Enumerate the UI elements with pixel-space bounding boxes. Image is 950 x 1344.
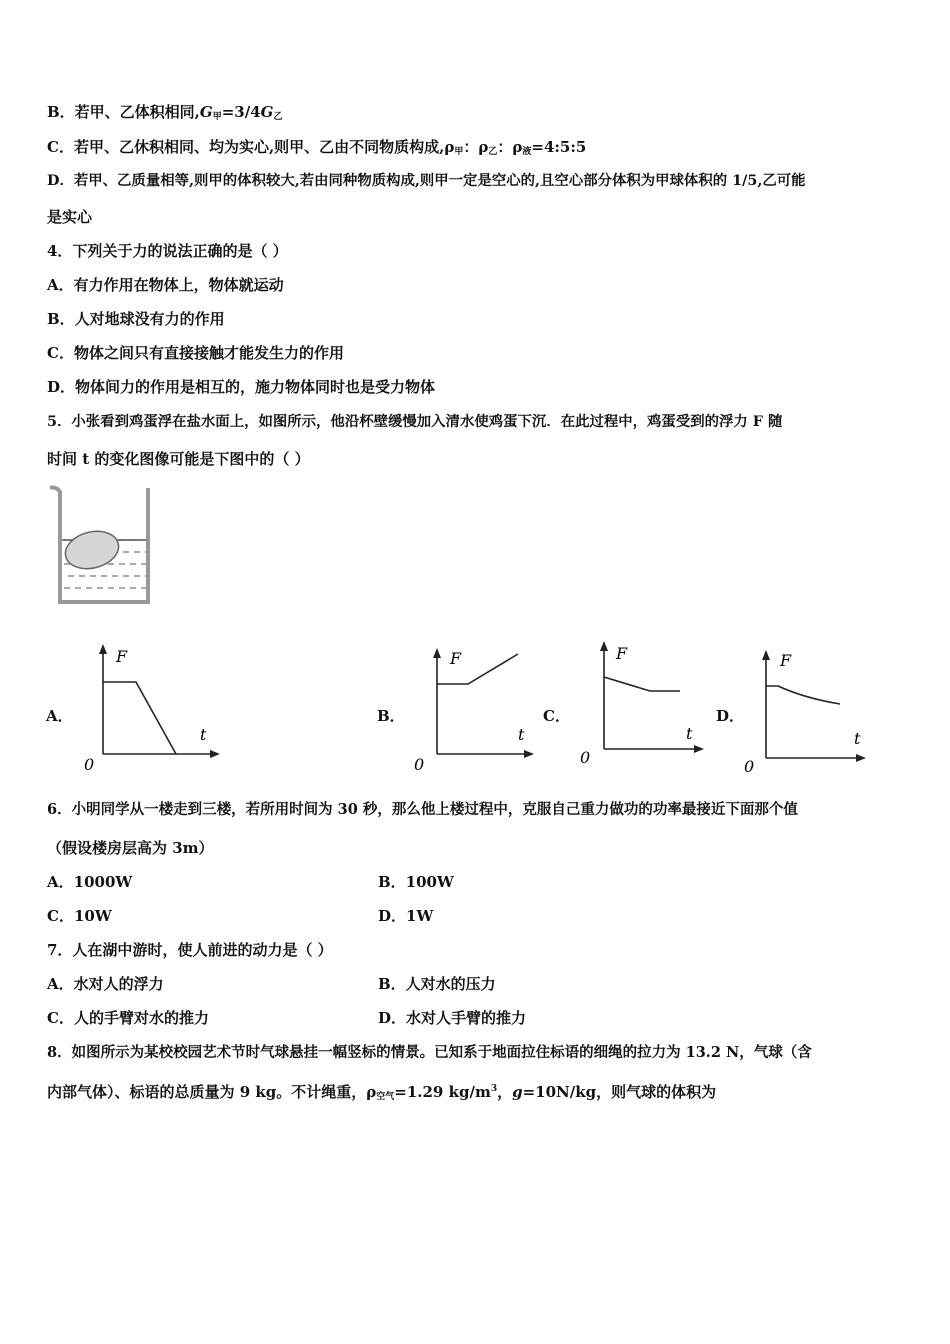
q8-stem-line1: 8．如图所示为某校校园艺术节时气球悬挂一幅竖标的情景。已知系于地面拉住标语的细绳的拉力为 13.2 N，气球（含 <box>47 1044 812 1061</box>
q4-stem: 4．下列关于力的说法正确的是（ ） <box>47 242 288 260</box>
graph-a-f-label: F <box>116 647 128 666</box>
graph-c-label: C． <box>543 707 570 725</box>
beaker-figure <box>46 484 156 609</box>
egg-shape <box>61 526 122 574</box>
q4-option-b: B．人对地球没有力的作用 <box>47 310 225 328</box>
q3-option-c: C．若甲、乙休积相同、均为实心,则甲、乙由不同物质构成$,\rho_甲$：$\rho_乙$：$\rho_液=4:5:5$ <box>47 138 587 157</box>
graph-b <box>410 640 540 775</box>
q6-option-d: D．1W <box>378 907 434 925</box>
q3-option-d-line2: 是实心 <box>47 208 93 226</box>
q6-stem-line2: （假设楼房层高为 3m） <box>47 839 214 857</box>
q5-stem-line1: 5．小张看到鸡蛋浮在盐水面上，如图所示，他沿杯壁缓慢加入清水使鸡蛋下沉．在此过程中，鸡蛋受到的浮力 F 随 <box>47 413 783 430</box>
q6-stem-line1: 6．小明同学从一楼走到三楼，若所用时间为 30 秒，那么他上楼过程中，克服自己重力做功的功率最接近下面那个值 <box>47 801 798 818</box>
graph-d-f-label: F <box>780 651 792 670</box>
graph-b-f-label: F <box>450 649 462 668</box>
q7-option-b: B．人对水的压力 <box>378 975 496 993</box>
q6-option-a: A．1000W <box>47 873 133 891</box>
q6-option-b: B．100W <box>378 873 454 891</box>
graph-b-t-label: t <box>518 725 525 744</box>
q5-stem-line2: 时间 t 的变化图像可能是下图中的（ ） <box>47 450 310 468</box>
graph-b-origin: 0 <box>414 755 425 774</box>
q3-option-d-line1: D．若甲、乙质量相等,则甲的体积较大,若由同种物质构成,则甲一定是空心的,且空心部分体积为甲球体积的 1/5,乙可能 <box>47 172 806 189</box>
q7-option-c: C．人的手臂对水的推力 <box>47 1009 209 1027</box>
graph-d <box>744 640 874 775</box>
q3-option-b: B．若甲、乙体积相同$,G_甲=3/4G_乙$ <box>47 103 283 122</box>
graph-a-t-label: t <box>200 725 207 744</box>
graph-d-t-label: t <box>854 729 861 748</box>
graph-c-t-label: t <box>686 724 693 743</box>
graph-c-f-label: F <box>616 644 628 663</box>
graph-c-origin: 0 <box>580 748 591 767</box>
q4-option-d: D．物体间力的作用是相互的，施力物体同时也是受力物体 <box>47 378 436 396</box>
graph-b-label: B． <box>377 707 405 725</box>
q7-option-d: D．水对人手臂的推力 <box>378 1009 527 1027</box>
q7-stem: 7．人在湖中游时，使人前进的动力是（ ） <box>47 941 333 959</box>
graph-d-label: D． <box>716 707 745 725</box>
q4-option-c: C．物体之间只有直接接触才能发生力的作用 <box>47 344 344 362</box>
q6-option-c: C．10W <box>47 907 112 925</box>
q8-stem-line2: 内部气体）、标语的总质量为 9 kg。不计绳重，$\rho_{空气}=1.29$ $kg/m^3$，g=10N/kg，则气球的体积为 <box>47 1083 717 1102</box>
graph-a-label: A． <box>46 707 73 725</box>
graph-a <box>78 640 228 775</box>
q7-option-a: A．水对人的浮力 <box>47 975 164 993</box>
graph-d-origin: 0 <box>744 757 755 775</box>
graph-c <box>576 635 711 770</box>
graph-a-origin: 0 <box>84 755 95 774</box>
q4-option-a: A．有力作用在物体上，物体就运动 <box>47 276 284 294</box>
